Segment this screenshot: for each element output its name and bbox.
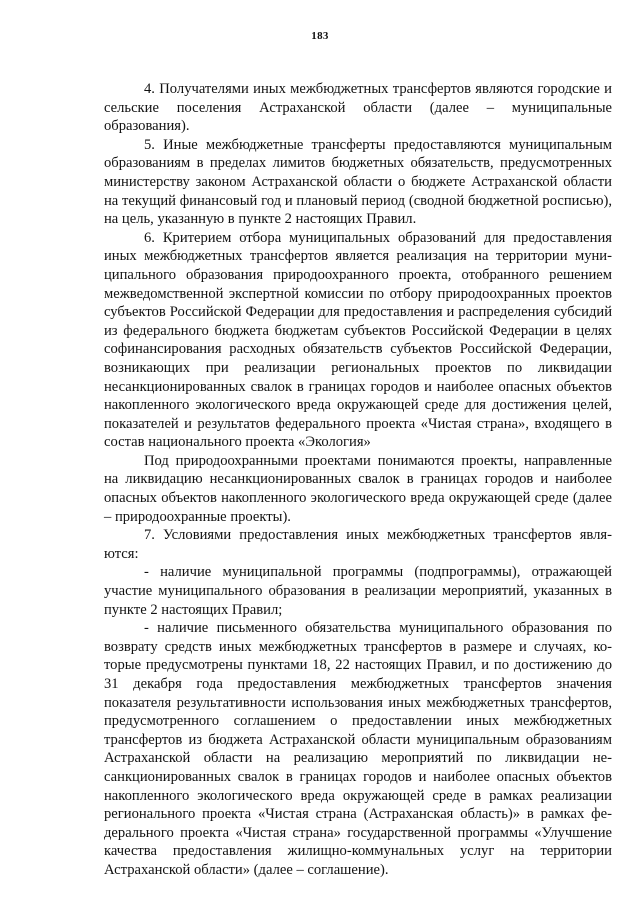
condition-item-obligation: - наличие письменного обязательства муниципального образования по возврату средств иных межбюджетных трансфертов в размере и случаях, которые предусмотрены пунктами 18, 22 настоящих Правил, и по достижению до 31 декабря года предоставления межбюджетных трансфертов значения показателя результативности использования иных межбюджетных трансфертов, предусмотренного соглашением о предоставлении иных межбюджетных трансфертов из бюджета Астраханской области муниципальным образованиям Астраханской области на реализацию мероприятий по ликвидации несанкционированных свалок в границах городов и наиболее опасных объектов накопленного экологического вреда окружающей среде в рамках реализации регионального проекта «Чистая страна (Астраханская область)» в рамках федерального проекта «Чистая страна» государственной программы «Улучшение качества предоставления жилищно-коммунальных услуг на территории Астраханской области» (далее – соглашение). <box>104 620 612 878</box>
document-body <box>104 80 612 880</box>
paragraph-4-recipients: 4. Получателями иных межбюджетных трансфертов являются городские и сельские поселения Астраханской области (далее – муниципальные образования). <box>104 81 612 135</box>
paragraph-6-selection-criterion: 6. Критерием отбора муниципальных образований для предоставления иных межбюджетных трансфертов является реализация на территории муниципального образования природоохранного проекта, отобранного решением межведомственной экспертной комиссии по отбору природоохранных проектов субъектов Российской Федерации для предоставления и распределения субсидий из федерального бюджета бюджетам субъектов Российской Федерации в целях софинансирования расходных обязательств субъектов Российской Федерации, возникающих при реализации региональных проектов по ликвидации несанкционированных свалок в границах городов и наиболее опасных объектов накопленного экологического вреда окружающей среде для достижения целей, показателей и результатов федерального проекта «Чистая страна», входящего в состав национального проекта «Экология» <box>104 229 612 451</box>
paragraph-environmental-projects-definition: Под природоохранными проектами понимаются проекты, направленные на ликвидацию несанкционированных свалок в границах городов и наиболее опасных объектов накопленного экологического вреда окружающей среде (далее – природоохранные проекты). <box>104 452 612 525</box>
page-number: 183 <box>311 30 329 42</box>
condition-item-program: - наличие муниципальной программы (подпрограммы), отражающей участие муниципального образования в реализации мероприятий, указанных в пункте 2 настоящих Правил; <box>104 564 612 618</box>
paragraph-5-limits: 5. Иные межбюджетные трансферты предоставляются муниципальным образованиям в пределах лимитов бюджетных обязательств, предусмотренных министерству законом Астраханской области о бюджете Астраханской области на текущий финансовый год и плановый период (сводной бюджетной росписью), на цель, указанную в пункте 2 настоящих Правил. <box>104 136 612 228</box>
paragraph-7-conditions: 7. Условиями предоставления иных межбюджетных трансфертов являются: <box>104 527 612 562</box>
